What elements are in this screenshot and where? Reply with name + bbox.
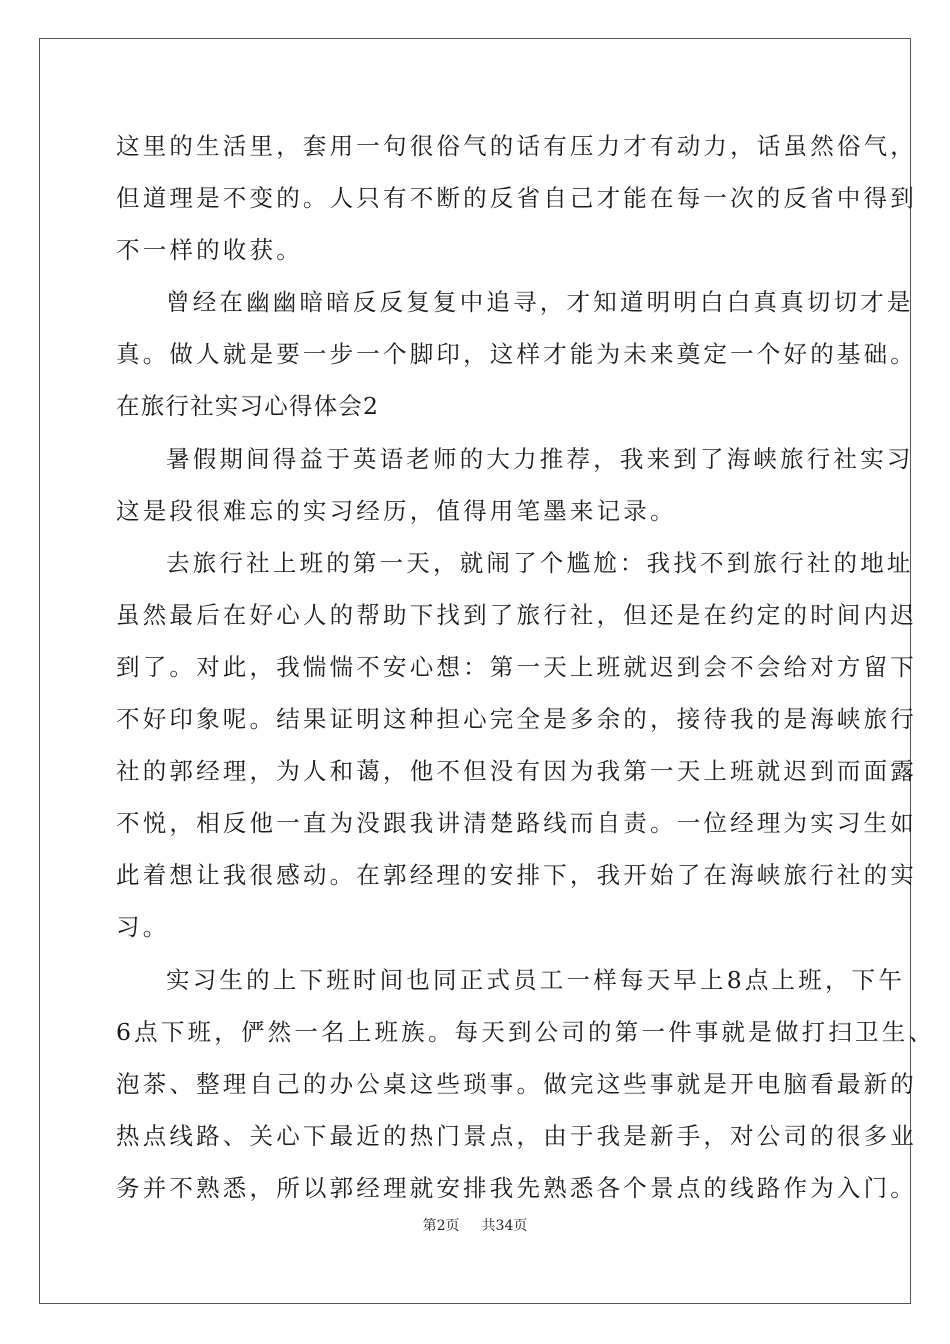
text-line: 这是段很难忘的实习经历，值得用笔墨来记录。: [116, 496, 677, 525]
section-heading: 在旅行社实习心得体会2: [116, 392, 380, 421]
text-line: 务并不熟悉，所以郭经理就安排我先熟悉各个景点的线路作为入门。: [116, 1173, 917, 1202]
text-line: 不好印象呢。结果证明这种担心完全是多余的，接待我的是海峡旅行: [116, 705, 917, 734]
document-body: [116, 120, 936, 1214]
text-line: 不悦，相反他一直为没跟我讲清楚路线而自责。一位经理为实习生如: [116, 809, 917, 838]
text-line: 到了。对此，我惴惴不安心想：第一天上班就迟到会不会给对方留下: [116, 652, 917, 681]
text-line: 6点下班，俨然一名上班族。每天到公司的第一件事就是做打扫卫生、: [116, 1017, 936, 1046]
text-line: 社的郭经理，为人和蔼，他不但没有因为我第一天上班就迟到而面露: [116, 757, 917, 786]
text-line: 真。做人就是要一步一个脚印，这样才能为未来奠定一个好的基础。: [116, 340, 917, 369]
text-line: 泡茶、整理自己的办公桌这些琐事。做完这些事就是开电脑看最新的: [116, 1069, 917, 1098]
text-line: 实习生的上下班时间也同正式员工一样每天早上8点上班，下午: [166, 965, 906, 994]
text-line: 去旅行社上班的第一天，就闹了个尴尬：我找不到旅行社的地址: [166, 548, 914, 577]
text-line: 但道理是不变的。人只有不断的反省自己才能在每一次的反省中得到: [116, 184, 917, 213]
text-line: 虽然最后在好心人的帮助下找到了旅行社，但还是在约定的时间内迟: [116, 600, 917, 629]
page-number: 第2页: [422, 1218, 460, 1234]
text-line: 不一样的收获。: [116, 236, 303, 265]
text-line: 热点线路、关心下最近的热门景点，由于我是新手，对公司的很多业: [116, 1121, 917, 1150]
text-line: 此着想让我很感动。在郭经理的安排下，我开始了在海峡旅行社的实: [116, 861, 917, 890]
text-line: 曾经在幽幽暗暗反反复复中追寻，才知道明明白白真真切切才是: [166, 288, 914, 317]
text-line: 习。: [116, 913, 170, 942]
text-line: 暑假期间得益于英语老师的大力推荐，我来到了海峡旅行社实习: [166, 444, 914, 473]
page-total: 共34页: [481, 1218, 528, 1234]
text-line: 这里的生活里，套用一句很俗气的话有压力才有动力，话虽然俗气，: [116, 132, 917, 160]
page-footer: [0, 1215, 950, 1235]
